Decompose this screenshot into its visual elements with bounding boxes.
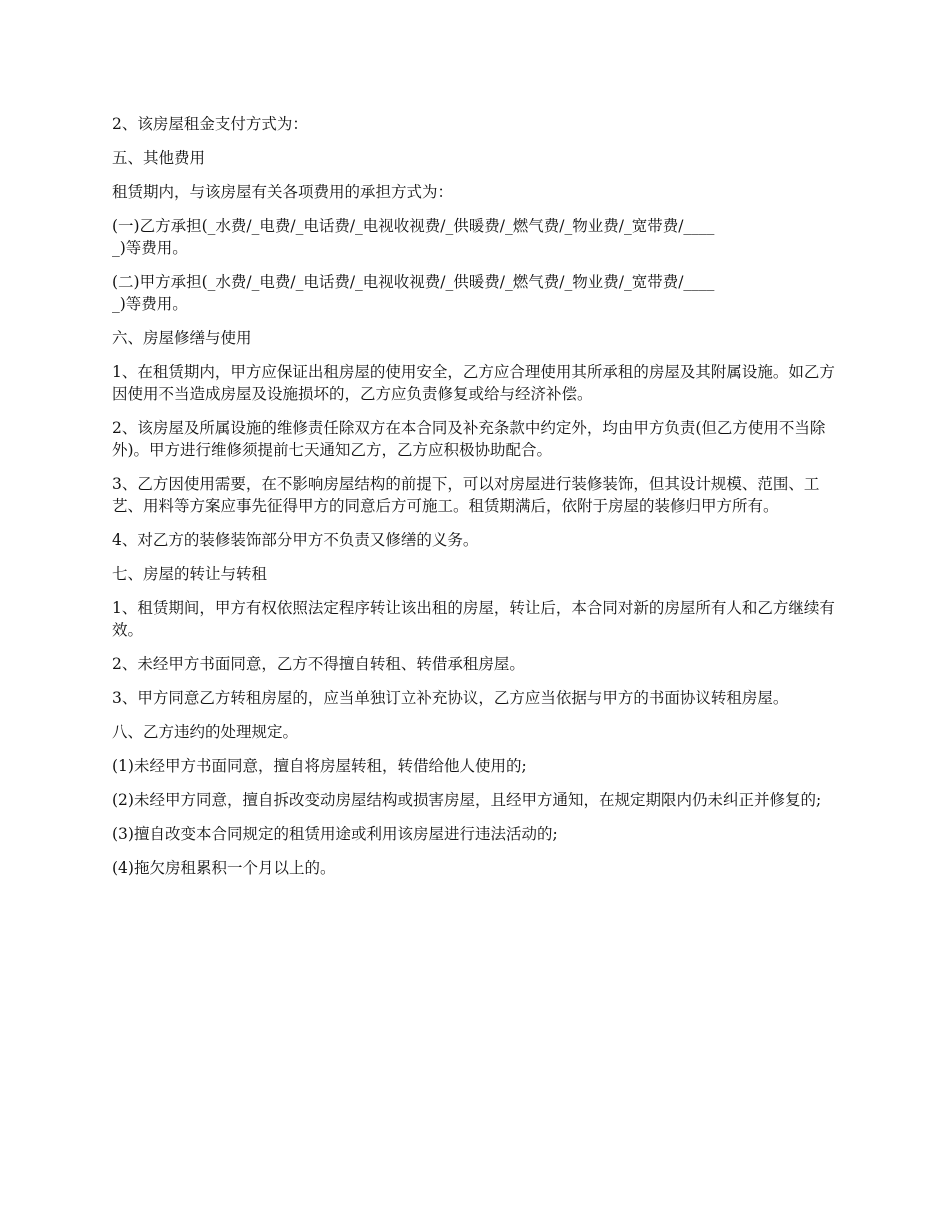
document-body bbox=[112, 113, 838, 891]
paragraph-transfer-clause-1: 1、租赁期间，甲方有权依照法定程序转让该出租的房屋，转让后，本合同对新的房屋所有人和乙方继续有效。 bbox=[112, 599, 835, 639]
paragraph-party-b-fees: (一)乙方承担(_水费/_电费/_电话费/_电视收视费/_供暖费/_燃气费/_物业费/_宽带费/____ _)等费用。 bbox=[112, 217, 715, 257]
section-heading-other-fees: 五、其他费用 bbox=[112, 149, 206, 167]
paragraph-repair-clause-3: 3、乙方因使用需要，在不影响房屋结构的前提下，可以对房屋进行装修装饰，但其设计规模、范围、工艺、用料等方案应事先征得甲方的同意后方可施工。租赁期满后，依附于房屋的装修归甲方所有。 bbox=[112, 475, 820, 515]
section-heading-repair-and-use: 六、房屋修缮与使用 bbox=[112, 329, 252, 347]
section-heading-breach-handling: 八、乙方违约的处理规定。 bbox=[112, 723, 299, 741]
paragraph-breach-item-4: (4)拖欠房租累积一个月以上的。 bbox=[112, 859, 336, 877]
paragraph-repair-clause-1: 1、在租赁期内，甲方应保证出租房屋的使用安全，乙方应合理使用其所承租的房屋及其附属设施。如乙方因使用不当造成房屋及设施损坏的，乙方应负责修复或给与经济补偿。 bbox=[112, 363, 835, 403]
paragraph-rent-payment-method: 2、该房屋租金支付方式为： bbox=[112, 115, 308, 133]
paragraph-breach-item-2: (2)未经甲方同意，擅自拆改变动房屋结构或损害房屋，且经甲方通知，在规定期限内仍未纠正并修复的; bbox=[112, 791, 822, 809]
paragraph-breach-item-1: (1)未经甲方书面同意，擅自将房屋转租，转借给他人使用的; bbox=[112, 757, 527, 775]
paragraph-fee-bearing-intro: 租赁期内，与该房屋有关各项费用的承担方式为： bbox=[112, 183, 454, 201]
paragraph-repair-clause-2: 2、该房屋及所属设施的维修责任除双方在本合同及补充条款中约定外，均由甲方负责(但乙方使用不当除外)。甲方进行维修须提前七天通知乙方，乙方应积极协助配合。 bbox=[112, 419, 826, 459]
paragraph-transfer-clause-2: 2、未经甲方书面同意，乙方不得擅自转租、转借承租房屋。 bbox=[112, 655, 525, 673]
paragraph-party-a-fees: (二)甲方承担(_水费/_电费/_电话费/_电视收视费/_供暖费/_燃气费/_物业费/_宽带费/____ _)等费用。 bbox=[112, 273, 715, 313]
paragraph-breach-item-3: (3)擅自改变本合同规定的租赁用途或利用该房屋进行违法活动的; bbox=[112, 825, 558, 843]
paragraph-repair-clause-4: 4、对乙方的装修装饰部分甲方不负责又修缮的义务。 bbox=[112, 531, 479, 549]
section-heading-transfer-and-sublease: 七、房屋的转让与转租 bbox=[112, 565, 268, 583]
paragraph-transfer-clause-3: 3、甲方同意乙方转租房屋的，应当单独订立补充协议，乙方应当依据与甲方的书面协议转租房屋。 bbox=[112, 689, 789, 707]
